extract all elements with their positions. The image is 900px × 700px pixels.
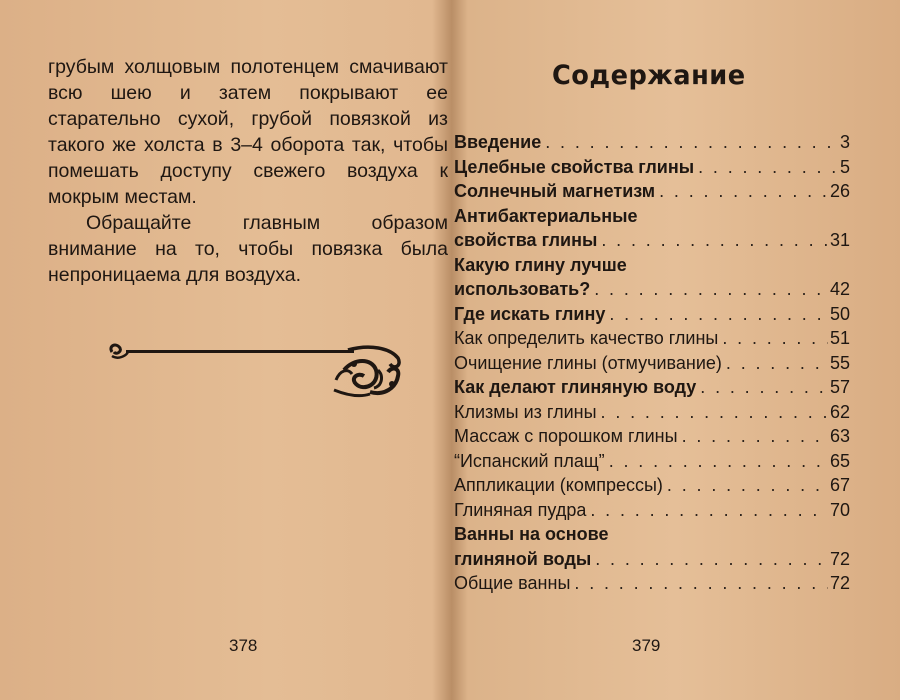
- toc-leader-dots: [594, 277, 828, 302]
- toc-leader-dots: [698, 155, 838, 180]
- toc-entry-title: Общие ванны: [454, 573, 571, 593]
- toc-entry-page: 57: [829, 377, 850, 397]
- toc-leader-dots: [545, 130, 838, 155]
- toc-entry-title: использовать?: [454, 279, 591, 299]
- toc-entry: [454, 351, 850, 376]
- floral-divider-ornament-icon: [108, 340, 403, 402]
- toc-entry: [454, 277, 850, 302]
- toc-entry-title: Где искать глину: [454, 303, 606, 324]
- toc-entry: [454, 473, 850, 498]
- toc-entry: [454, 547, 850, 572]
- left-page-text: [48, 54, 448, 288]
- toc-entry: [454, 571, 850, 596]
- toc-leader-dots: [609, 449, 828, 474]
- toc-entry: [454, 326, 850, 351]
- table-of-contents: [454, 130, 850, 596]
- toc-entry-page: 65: [829, 450, 850, 471]
- paragraph: Обращайте главным образом внимание на то, чтобы повязка была непроницаема для воздуха.: [48, 212, 448, 286]
- toc-entry: [454, 449, 850, 474]
- toc-leader-dots: [609, 302, 828, 327]
- toc-leader-dots: [667, 473, 828, 498]
- toc-leader-dots: [590, 498, 828, 523]
- toc-leader-dots: [682, 424, 828, 449]
- toc-entry-title: Антибактериальные: [454, 205, 638, 226]
- toc-entry: [454, 179, 850, 204]
- toc-leader-dots: [595, 547, 828, 572]
- paragraph: грубым холщовым полотенцем смачивают всю шею и затем покрывают ее старательно сухой, грубой повязкой из такого же холста в 3–4 оборота так, чтобы помешать доступу свежего воздуха к мокрым местам.: [48, 56, 448, 208]
- toc-entry: [454, 228, 850, 253]
- toc-entry-title: свойства глины: [454, 230, 598, 250]
- toc-entry-page: 50: [829, 303, 850, 324]
- toc-entry-title: Как делают глиняную воду: [454, 377, 697, 397]
- toc-entry-page: 51: [829, 328, 850, 348]
- toc-entry-title: Аппликации (компрессы): [454, 475, 663, 495]
- page-title: Содержание: [552, 60, 746, 91]
- toc-leader-dots: [601, 400, 828, 425]
- toc-entry: [454, 522, 850, 547]
- toc-entry-page: 63: [829, 426, 850, 446]
- toc-leader-dots: [659, 179, 828, 204]
- toc-entry-title: Очищение глины (отмучивание): [454, 352, 722, 373]
- toc-entry-page: 31: [829, 230, 850, 250]
- toc-entry: [454, 302, 850, 327]
- toc-entry-page: 26: [829, 181, 850, 201]
- toc-entry-page: 55: [829, 352, 850, 373]
- toc-entry-title: глиняной воды: [454, 548, 592, 569]
- toc-entry: [454, 375, 850, 400]
- toc-entry: [454, 400, 850, 425]
- toc-entry-page: 5: [839, 156, 850, 177]
- toc-entry-page: 67: [829, 475, 850, 495]
- toc-entry-title: Клизмы из глины: [454, 401, 597, 422]
- toc-leader-dots: [700, 375, 828, 400]
- toc-entry: [454, 498, 850, 523]
- toc-entry-page: 62: [829, 401, 850, 422]
- toc-entry-title: Солнечный магнетизм: [454, 181, 656, 201]
- right-page: [452, 0, 900, 700]
- toc-leader-dots: [722, 326, 828, 351]
- toc-entry-title: Целебные свойства глины: [454, 156, 695, 177]
- toc-entry-title: Глиняная пудра: [454, 499, 587, 520]
- toc-entry-title: Массаж с порошком глины: [454, 426, 678, 446]
- page-number: 378: [229, 636, 258, 655]
- page-number: 379: [632, 636, 661, 655]
- toc-entry: [454, 130, 850, 155]
- toc-entry-page: 72: [829, 548, 850, 569]
- toc-entry-title: Как определить качество глины: [454, 328, 719, 348]
- toc-entry-page: 72: [829, 573, 850, 593]
- toc-entry: [454, 155, 850, 180]
- toc-entry: [454, 424, 850, 449]
- toc-entry: [454, 204, 850, 229]
- toc-entry-page: 3: [839, 132, 850, 152]
- toc-entry-page: 42: [829, 279, 850, 299]
- toc-entry: [454, 253, 850, 278]
- toc-leader-dots: [726, 351, 828, 376]
- toc-leader-dots: [574, 571, 828, 596]
- toc-entry-title: Ванны на основе: [454, 524, 609, 544]
- toc-entry-title: Какую глину лучше: [454, 254, 627, 275]
- toc-entry-page: 70: [829, 499, 850, 520]
- toc-leader-dots: [601, 228, 828, 253]
- toc-entry-title: “Испанский плащ”: [454, 450, 605, 471]
- toc-entry-title: Введение: [454, 132, 542, 152]
